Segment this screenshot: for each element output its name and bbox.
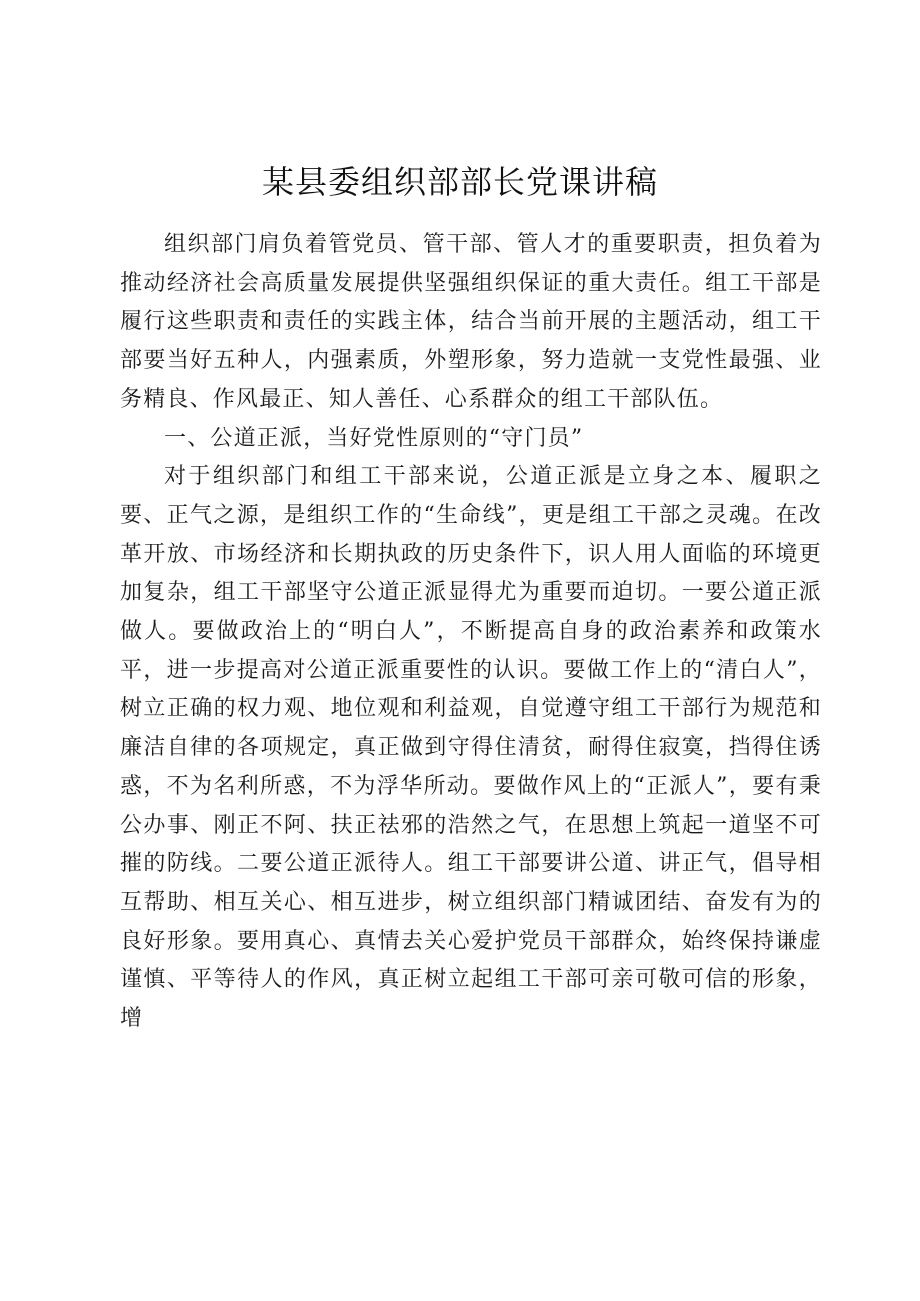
paragraph-section-1: 对于组织部门和组工干部来说，公道正派是立身之本、履职之要、正气之源，是组织工作的“生命线”，更是组工干部之灵魂。在改革开放、市场经济和长期执政的历史条件下，识人用人面临的环境更加复杂，组工干部坚守公道正派显得尤为重要而迫切。一要公道正派做人。要做政治上的“明白人”，不断提高自身的政治素养和政策水平，进一步提高对公道正派重要性的认识。要做工作上的“清白人”，树立正确的权力观、地位观和利益观，自觉遵守组工干部行为规范和廉洁自律的各项规定，真正做到守得住清贫，耐得住寂寞，挡得住诱惑，不为名利所惑，不为浮华所动。要做作风上的“正派人”，要有秉公办事、刚正不阿、扶正祛邪的浩然之气，在思想上筑起一道坚不可摧的防线。二要公道正派待人。组工干部要讲公道、讲正气，倡导相互帮助、相互关心、相互进步，树立组织部门精诚团结、奋发有为的良好形象。要用真心、真情去关心爱护党员干部群众，始终保持谦虚谨慎、平等待人的作风，真正树立起组工干部可亲可敬可信的形象，增: [120, 464, 822, 1032]
section-heading-1: 一、公道正派，当好党性原则的“守门员”: [164, 425, 584, 451]
paragraph-intro: 组织部门肩负着管党员、管干部、管人才的重要职责，担负着为推动经济社会高质量发展提供坚强组织保证的重大责任。组工干部是履行这些职责和责任的实践主体，结合当前开展的主题活动，组工干部要当好五种人，内强素质，外塑形象，努力造就一支党性最强、业务精良、作风最正、知人善任、心系群众的组工干部队伍。: [120, 232, 822, 412]
document-body: [120, 226, 822, 1039]
document-title: 某县委组织部部长党课讲稿: [261, 163, 658, 201]
